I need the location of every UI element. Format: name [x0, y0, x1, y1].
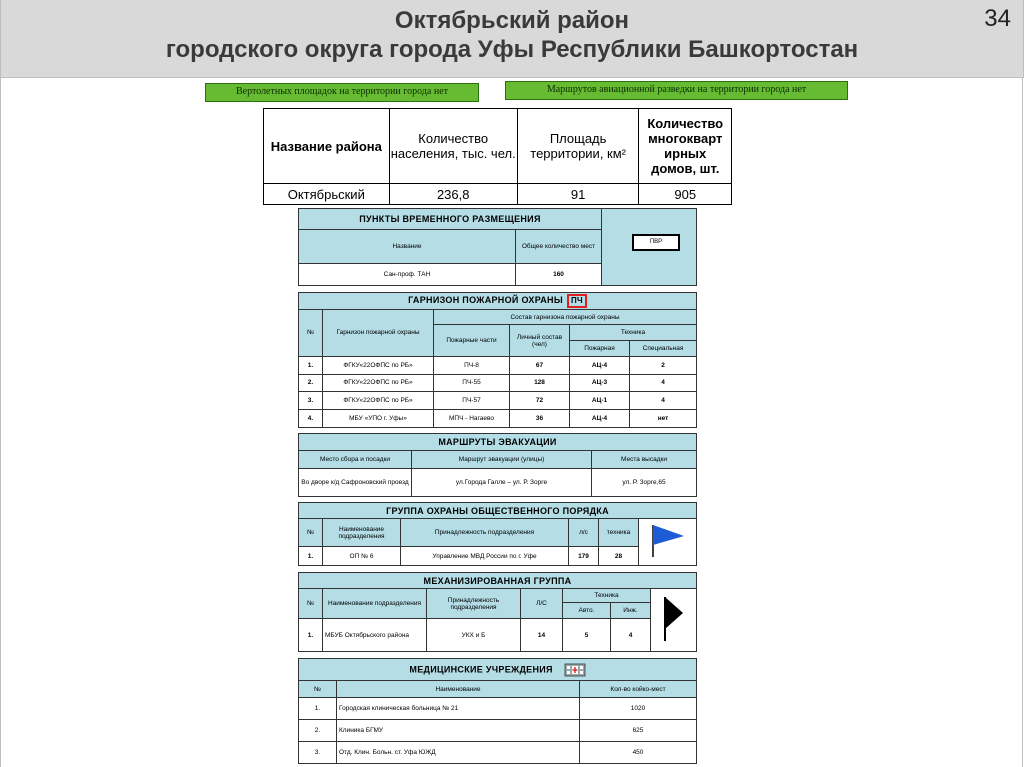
fire-col-units: Пожарные части [434, 325, 510, 356]
med-title [299, 659, 697, 681]
order-col-tech: техника [599, 519, 639, 547]
fire-col-staff: Личный состав (чел) [510, 325, 570, 356]
order-title: ГРУППА ОХРАНЫ ОБЩЕСТВЕННОГО ПОРЯДКА [299, 503, 697, 519]
mech-col-tech: Техника [563, 589, 651, 603]
slide-left-border [0, 77, 1, 767]
mech-col-no: № [299, 589, 323, 619]
order-col-name: Наименование подразделения [323, 519, 401, 547]
mechanized-panel [298, 572, 696, 651]
title-line-2: городского округа города Уфы Республики Башкортостан [165, 36, 859, 63]
header-area: Площадь территории, км² [517, 109, 639, 184]
order-col-ls: л/с [569, 519, 599, 547]
pvr-col-name: Название [299, 230, 516, 263]
header-district: Название района [264, 109, 390, 184]
black-flag-icon [659, 595, 689, 643]
pvr-title: ПУНКТЫ ВРЕМЕННОГО РАЗМЕЩЕНИЯ [299, 209, 602, 230]
evac-col-board: Место сбора и посадки [299, 451, 412, 468]
cell-houses: 905 [639, 184, 732, 205]
slide-number: 34 [984, 5, 1011, 32]
table-row: 4. МБУ «УПО г. Уфы» МПЧ - Нагаево 36 АЦ-4 нет [299, 410, 697, 428]
blue-flag-icon [648, 523, 688, 559]
order-flag-cell [639, 519, 697, 566]
district-summary-table [263, 108, 732, 205]
slide-header [0, 0, 1024, 78]
med-title-text: МЕДИЦИНСКИЕ УЧРЕЖДЕНИЯ [409, 663, 553, 674]
evac-col-route: Маршрут эвакуации (улицы) [412, 451, 592, 468]
evacuation-panel [298, 433, 696, 497]
evac-drop: ул. Р. Зорге,65 [592, 468, 697, 496]
evac-col-drop: Места высадки [592, 451, 697, 468]
fire-col-garrison: Гарнизон пожарной охраны [323, 309, 434, 356]
mech-col-name: Наименование подразделения [323, 589, 427, 619]
fire-title [299, 293, 697, 310]
table-row: 3. ФГКУ«22ОФПС по РБ» ПЧ-57 72 АЦ-1 4 [299, 392, 697, 410]
evac-title: МАРШРУТЫ ЭВАКУАЦИИ [299, 434, 697, 451]
fire-col-composition: Состав гарнизона пожарной охраны [434, 309, 697, 325]
medical-panel [298, 658, 696, 763]
pvr-col-count: Общее количество мест [516, 230, 602, 263]
header-population: Количество населения, тыс. чел. [389, 109, 517, 184]
fire-station-badge: ПЧ [567, 294, 587, 308]
mech-col-owner: Принадлежность подразделения [427, 589, 521, 619]
mech-flag-cell [651, 589, 697, 652]
aero-routes-note: Маршрутов авиационной разведки на территории города нет [505, 81, 848, 100]
order-col-no: № [299, 519, 323, 547]
table-row: 1. ФГКУ«22ОФПС по РБ» ПЧ-8 67 АЦ-4 2 [299, 356, 697, 374]
cell-area: 91 [517, 184, 639, 205]
mech-col-auto: Авто. [563, 603, 611, 619]
pvr-row-name: Сан-проф. ТАН [299, 263, 516, 285]
slide-right-border [1022, 77, 1023, 767]
public-order-panel [298, 502, 696, 565]
fire-col-tech: Техника [570, 325, 697, 341]
title-line-1: Октябрьский район [394, 7, 630, 34]
fire-garrison-panel [298, 292, 696, 428]
hospital-icon [564, 663, 586, 677]
fire-col-no: № [299, 309, 323, 356]
table-row: 2. ФГКУ«22ОФПС по РБ» ПЧ-55 128 АЦ-3 4 [299, 374, 697, 392]
helipads-note: Вертолетных площадок на территории города нет [205, 83, 479, 102]
fire-title-text: ГАРНИЗОН ПОЖАРНОЙ ОХРАНЫ [408, 294, 563, 305]
mech-col-ls: Л/С [521, 589, 563, 619]
table-row: 1. МБУБ Октябрьского района УКХ и Б 14 5 4 [299, 619, 697, 652]
cell-district: Октябрьский [264, 184, 390, 205]
pvr-badge: ПВР [632, 234, 680, 251]
med-col-beds: Кол-во койко-мест [580, 681, 697, 698]
med-col-no: № [299, 681, 337, 698]
table-row: 1. ОП № 6 Управление МВД России по г. Уфе 179 28 [299, 547, 697, 566]
cell-population: 236,8 [389, 184, 517, 205]
table-row: 3. Отд. Клин. Больн. ст. Уфа ЮЖД 450 [299, 742, 697, 764]
order-col-owner: Принадлежность подразделения [401, 519, 569, 547]
mech-col-eng: Инж. [611, 603, 651, 619]
table-row: 2. Клиника БГМУ 625 [299, 720, 697, 742]
evac-route: ул.Города Галле – ул. Р. Зорге [412, 468, 592, 496]
table-row: 1. Городская клиническая больница № 21 1020 [299, 698, 697, 720]
mech-title: МЕХАНИЗИРОВАННАЯ ГРУППА [299, 573, 697, 589]
pvr-row-count: 160 [516, 263, 602, 285]
fire-col-special: Специальная [630, 341, 697, 357]
header-houses: Количество многокварт ирных домов, шт. [639, 109, 732, 184]
fire-col-fire: Пожарная [570, 341, 630, 357]
med-col-name: Наименование [337, 681, 580, 698]
evac-board: Во дворе к/д Сафроновский проезд [299, 468, 412, 496]
